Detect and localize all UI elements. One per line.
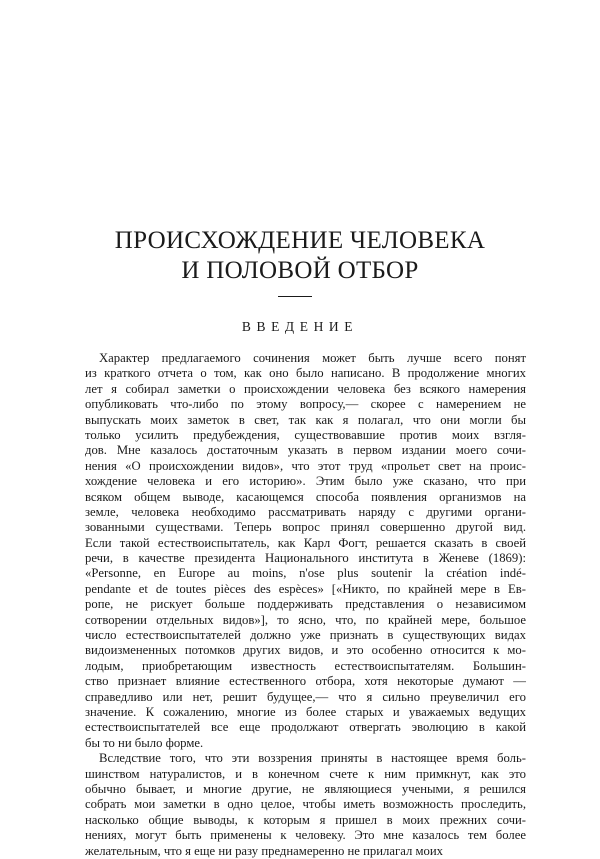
paragraph-line: речи, в качестве президента Национального института в Женеве (1869): [85, 551, 526, 566]
paragraph-line: земле, человека необходимо рассматривать наряду с другими органи- [85, 504, 526, 519]
paragraph-line: опубликовать что-либо по этому вопросу,— скорее с намерением не [85, 397, 526, 412]
title-divider [278, 296, 312, 297]
paragraph-line: насколько общие выводы, к которым я пришел в моих прежних сочи- [85, 812, 526, 827]
paragraph-line: лодым, приобретающим известность естествоиспытателям. Большин- [85, 658, 526, 673]
paragraph-line: ропе, не рискует больше поддерживать представления о независимом [85, 597, 526, 612]
paragraph-line: лет я собирал заметки о происхождении человека без всякого намерения [85, 381, 526, 396]
paragraph-line: значение. К сожалению, многие из более старых и уважаемых ведущих [85, 704, 526, 719]
paragraph-line: выпускать моих заметок в свет, так как я полагал, что они могли бы [85, 412, 526, 427]
paragraph-line: нения «О происхождении видов», что этот труд «прольет свет на проис- [85, 458, 526, 473]
paragraph-line: Если такой естествоиспытатель, как Карл Фогт, решается сказать в своей [85, 535, 526, 550]
paragraph-line: нениях, могут быть применены к человеку. Это мне казалось тем более [85, 828, 526, 843]
chapter-title-line-2: И ПОЛОВОЙ ОТБОР [181, 257, 419, 284]
paragraph-line: бы то ни было форме. [85, 735, 204, 750]
paragraph-line: Вследствие того, что эти воззрения приняты в настоящее время боль- [99, 751, 526, 766]
paragraph-line: собрать мои заметки в одно целое, чтобы иметь возможность проследить, [85, 797, 526, 812]
paragraph-line: сотворении отдельных видов»], то ясно, что, по крайней мере, большое [85, 612, 526, 627]
section-heading: ВВЕДЕНИЕ [241, 319, 359, 334]
paragraph-line: «Personne, en Europe au moins, n'ose plus soutenir la création indé- [85, 566, 526, 581]
paragraph-line: число естествоиспытателей должно уже признать в существующих видах [85, 628, 526, 643]
body-text [85, 351, 526, 859]
paragraph-line: из краткого отчета о том, как оно было написано. В продолжение многих [85, 366, 526, 381]
paragraph-line: pendante et de toutes pièces des espèces» [«Никто, по крайней мере в Ев- [85, 581, 526, 596]
paragraph-line: обычно бывает, и многие другие, не являющиеся учеными, я решился [85, 781, 526, 796]
paragraph-line: дов. Мне казалось достаточным указать в первом издании моего сочи- [85, 443, 526, 458]
chapter-title-line-1: ПРОИСХОЖДЕНИЕ ЧЕЛОВЕКА [114, 227, 486, 254]
paragraph-line: видоизмененных потомков других видов, и это особенно относится к мо- [85, 643, 526, 658]
paragraph-line: зованными существами. Теперь вопрос принял совершенно другой вид. [85, 520, 526, 535]
paragraph-line: естествоиспытателей все еще продолжают отвергать эволюцию в какой [85, 720, 526, 735]
paragraph-line: ство признает влияние естественного отбора, хотя некоторые думают — [85, 674, 526, 689]
chapter-title [0, 226, 600, 286]
paragraph-line: Характер предлагаемого сочинения может быть лучше всего понят [99, 351, 526, 365]
paragraph-line: справедливо или нет, решит будущее,— что я сильно преувеличил его [85, 689, 526, 704]
paragraph-line: хождение человека и его историю». Этим было уже сказано, что при [85, 474, 526, 489]
paragraph-line: желательным, что я еще ни разу преднамеренно не прилагал моих [85, 843, 443, 858]
paragraph-line: шинством натуралистов, и в конечном счете к ним примкнут, как это [85, 766, 526, 781]
paragraph-line: только усилить предубеждения, существовавшие против моих взгля- [85, 427, 526, 442]
paragraph-line: всяком общем выводе, касающемся способа появления организмов на [85, 489, 526, 504]
